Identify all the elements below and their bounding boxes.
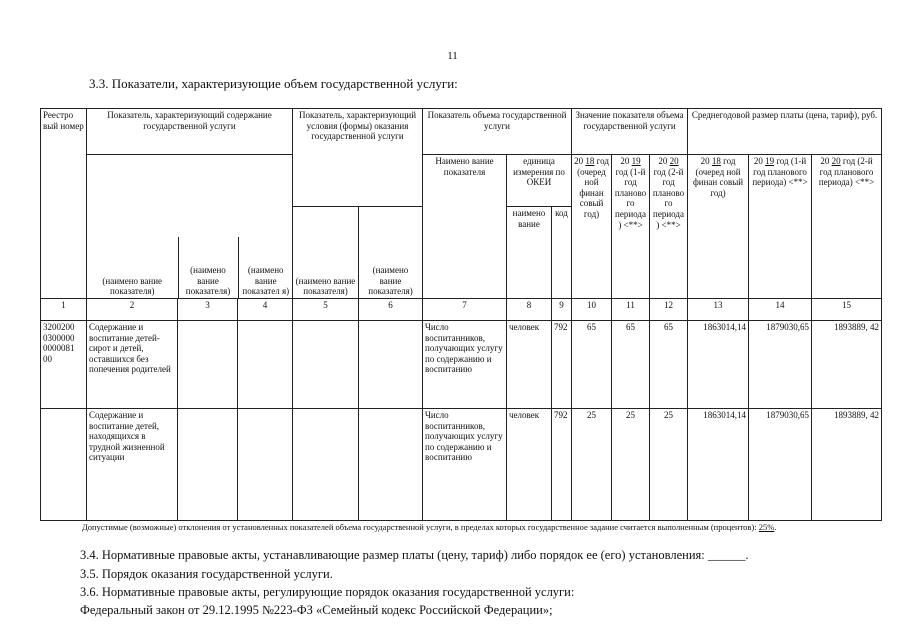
- column-number: 10: [572, 299, 612, 321]
- unit-name: человек: [507, 409, 552, 521]
- header-value-year2: 20 19 год (1-й год планово го периода ) <**>: [612, 155, 650, 299]
- value-year2: 25: [612, 409, 650, 521]
- header-registry: Реестро вый номер: [41, 109, 87, 299]
- registry-number: [41, 409, 87, 521]
- column-number: 14: [749, 299, 812, 321]
- service-content: Содержание и воспитание детей, находящихся в трудной жизненной ситуации: [87, 409, 178, 521]
- value-year1: 25: [572, 409, 612, 521]
- unit-code: 792: [552, 409, 572, 521]
- indicator-name: Число воспитанников, получающих услугу по содержанию и воспитанию: [423, 409, 507, 521]
- value-year3: 25: [650, 409, 688, 521]
- column-number: 13: [688, 299, 749, 321]
- table-row: [41, 321, 882, 409]
- fee-year1: 1863014,14: [688, 409, 749, 521]
- header-content-indicator: Показатель, характеризующий содержание государственной услуги: [87, 109, 293, 155]
- header-unit-code: код: [552, 207, 572, 299]
- header-conditions-indicator: Показатель, характеризующий условия (формы) оказания государственной услуги: [293, 109, 423, 207]
- column-number: 9: [552, 299, 572, 321]
- column-numbers-row: [41, 299, 882, 321]
- column-number: 5: [293, 299, 359, 321]
- deviation-note: Допустимые (возможные) отклонения от установленных показателей объема государственной услуги, в пределах которых государственное задание считается выполненным (процентов): 25%.: [82, 522, 777, 532]
- volume-indicators-table: [40, 108, 882, 521]
- subheader-col6: (наимено вание показателя): [359, 207, 423, 299]
- value-year3: 65: [650, 321, 688, 409]
- header-fee-year1: 20 18 год (очеред ной финан совый год): [688, 155, 749, 299]
- unit-name: человек: [507, 321, 552, 409]
- column-number: 8: [507, 299, 552, 321]
- header-value-year3: 20 20 год (2-й год планово го периода ) <**>: [650, 155, 688, 299]
- fee-year2: 1879030,65: [749, 409, 812, 521]
- section-3-4: 3.4. Нормативные правовые акты, устанавливающие размер платы (цену, тариф) либо порядок ее (его) установления: ______.: [80, 548, 749, 562]
- header-fee-year3: 20 20 год (2-й год планового периода) <**>: [812, 155, 882, 299]
- value-year2: 65: [612, 321, 650, 409]
- header-fee-year2: 20 19 год (1-й год планового периода) <**>: [749, 155, 812, 299]
- column-number: 11: [612, 299, 650, 321]
- column-number: 7: [423, 299, 507, 321]
- header-average-fee: Среднегодовой размер платы (цена, тариф), руб.: [688, 109, 882, 155]
- table-row: [41, 409, 882, 521]
- subheader-col5: (наимено вание показателя): [293, 207, 359, 299]
- subheader-col3: (наимено вание показателя): [178, 237, 238, 298]
- page-number: 11: [447, 50, 458, 62]
- column-number: 3: [178, 299, 238, 321]
- federal-law-reference: Федеральный закон от 29.12.1995 №223-ФЗ «Семейный кодекс Российской Федерации»;: [80, 603, 553, 617]
- header-volume-indicator: Показатель объема государственной услуги: [423, 109, 572, 155]
- service-content: Содержание и воспитание детей-сирот и детей, оставшихся без попечения родителей: [87, 321, 178, 409]
- fee-year3: 1893889, 42: [812, 409, 882, 521]
- fee-year1: 1863014,14: [688, 321, 749, 409]
- indicator-name: Число воспитанников, получающих услугу по содержанию и воспитанию: [423, 321, 507, 409]
- column-number: 4: [238, 299, 293, 321]
- section-heading: 3.3. Показатели, характеризующие объем государственной услуги:: [89, 76, 458, 91]
- header-indicator-value: Значение показателя объема государственной услуги: [572, 109, 688, 155]
- fee-year2: 1879030,65: [749, 321, 812, 409]
- section-3-6: 3.6. Нормативные правовые акты, регулирующие порядок оказания государственной услуги:: [80, 585, 575, 599]
- header-value-year1: 20 18 год (очеред ной финан совый год): [572, 155, 612, 299]
- subheader-col2: (наимено вание показателя): [87, 237, 178, 298]
- header-unit-name: наимено вание: [507, 207, 552, 299]
- unit-code: 792: [552, 321, 572, 409]
- column-number: 15: [812, 299, 882, 321]
- column-number: 6: [359, 299, 423, 321]
- value-year1: 65: [572, 321, 612, 409]
- header-unit-okei: единица измерения по ОКЕИ: [507, 155, 572, 207]
- header-indicator-name: Наимено вание показателя: [423, 155, 507, 299]
- column-number: 1: [41, 299, 87, 321]
- column-number: 2: [87, 299, 178, 321]
- registry-number: 3200200 0300000 0000081 00: [41, 321, 87, 409]
- fee-year3: 1893889, 42: [812, 321, 882, 409]
- subheader-col4: (наимено вание показател я): [242, 265, 290, 297]
- deviation-value: 25%: [758, 522, 775, 532]
- column-number: 12: [650, 299, 688, 321]
- section-3-5: 3.5. Порядок оказания государственной услуги.: [80, 567, 333, 581]
